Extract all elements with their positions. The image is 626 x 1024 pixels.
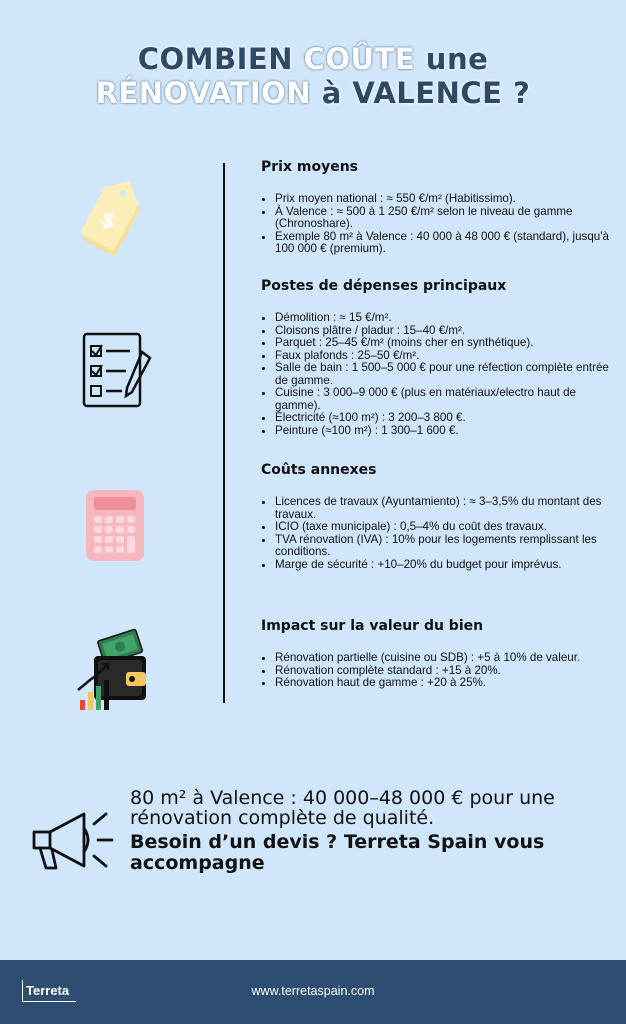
section-impact-valeur (255, 618, 615, 690)
section-heading: Impact sur la valeur du bien (261, 618, 484, 634)
list-item: • Prix moyen national : ≈ 550 €/m² (Habitissimo). (275, 193, 615, 206)
list-item: • Marge de sécurité : +10–20% du budget pour imprévus. (275, 559, 615, 572)
checklist-icon (78, 330, 160, 410)
list-item: • Démolition : ≈ 15 €/m². (275, 312, 615, 325)
title-line-1 (0, 42, 626, 76)
list-item: • Cloisons plâtre / pladur : 15–40 €/m². (275, 325, 615, 338)
title-word: RÉNOVATION (95, 76, 312, 110)
section-prix-moyens (255, 159, 615, 256)
section-couts-annexes (255, 462, 615, 571)
list-item: • Rénovation partielle (cuisine ou SDB) : +5 à 10% de valeur. (275, 652, 615, 665)
vertical-divider (223, 163, 225, 703)
list-item: • Licences de travaux (Ayuntamiento) : ≈ 3–3,5% du montant des travaux. (275, 496, 615, 521)
list-item: • Exemple 80 m² à Valence : 40 000 à 48 000 € (standard), jusqu'à 100 000 € (premium). (275, 231, 615, 256)
wallet-growth-icon (74, 628, 154, 713)
section-heading: Coûts annexes (261, 462, 377, 478)
bullet-list (255, 496, 615, 571)
svg-text:$: $ (95, 206, 121, 236)
terreta-logo: Terreta (22, 980, 76, 1002)
list-item: • ICIO (taxe municipale) : 0,5–4% du coût des travaux. (275, 521, 615, 534)
list-item: • Faux plafonds : 25–50 €/m². (275, 350, 615, 363)
call-to-action (130, 788, 600, 874)
section-heading: Postes de dépenses principaux (261, 278, 507, 294)
section-heading: Prix moyens (261, 159, 358, 175)
list-item: • À Valence : ≈ 500 à 1 250 €/m² selon le niveau de gamme (Chronoshare). (275, 206, 615, 231)
bullet-list (255, 193, 615, 256)
list-item: • Rénovation haut de gamme : +20 à 25%. (275, 677, 615, 690)
bullet-list (255, 312, 615, 437)
list-item: • Peinture (≈100 m²) : 1 300–1 600 €. (275, 425, 615, 438)
footer (0, 960, 626, 1024)
price-tag-icon (70, 175, 155, 265)
calculator-icon (84, 488, 146, 563)
title-word: COÛTE (303, 42, 416, 76)
megaphone-icon (28, 806, 118, 878)
list-item: • Salle de bain : 1 500–5 000 € pour une réfection complète entrée de gamme. (275, 362, 615, 387)
title-word: une (425, 42, 489, 76)
list-item: • Électricité (≈100 m²) : 3 200–3 800 €. (275, 412, 615, 425)
cta-summary: 80 m² à Valence : 40 000–48 000 € pour une rénovation complète de qualité. (130, 787, 555, 829)
list-item: • Rénovation complète standard : +15 à 20%. (275, 665, 615, 678)
title-word: COMBIEN (137, 42, 293, 76)
page-title (0, 42, 626, 110)
cta-quote-request: Besoin d’un devis ? Terreta Spain vous accompagne (130, 831, 545, 874)
bullet-list (255, 652, 615, 690)
section-postes-depenses (255, 278, 615, 437)
list-item: • TVA rénovation (IVA) : 10% pour les logements remplissant les conditions. (275, 534, 615, 559)
title-line-2 (0, 76, 626, 110)
website-link[interactable]: www.terretaspain.com (251, 984, 375, 998)
list-item: • Parquet : 25–45 €/m² (moins cher en synthétique). (275, 337, 615, 350)
title-word: à VALENCE ? (321, 76, 531, 110)
list-item: • Cuisine : 3 000–9 000 € (plus en matériaux/electro haut de gamme). (275, 387, 615, 412)
